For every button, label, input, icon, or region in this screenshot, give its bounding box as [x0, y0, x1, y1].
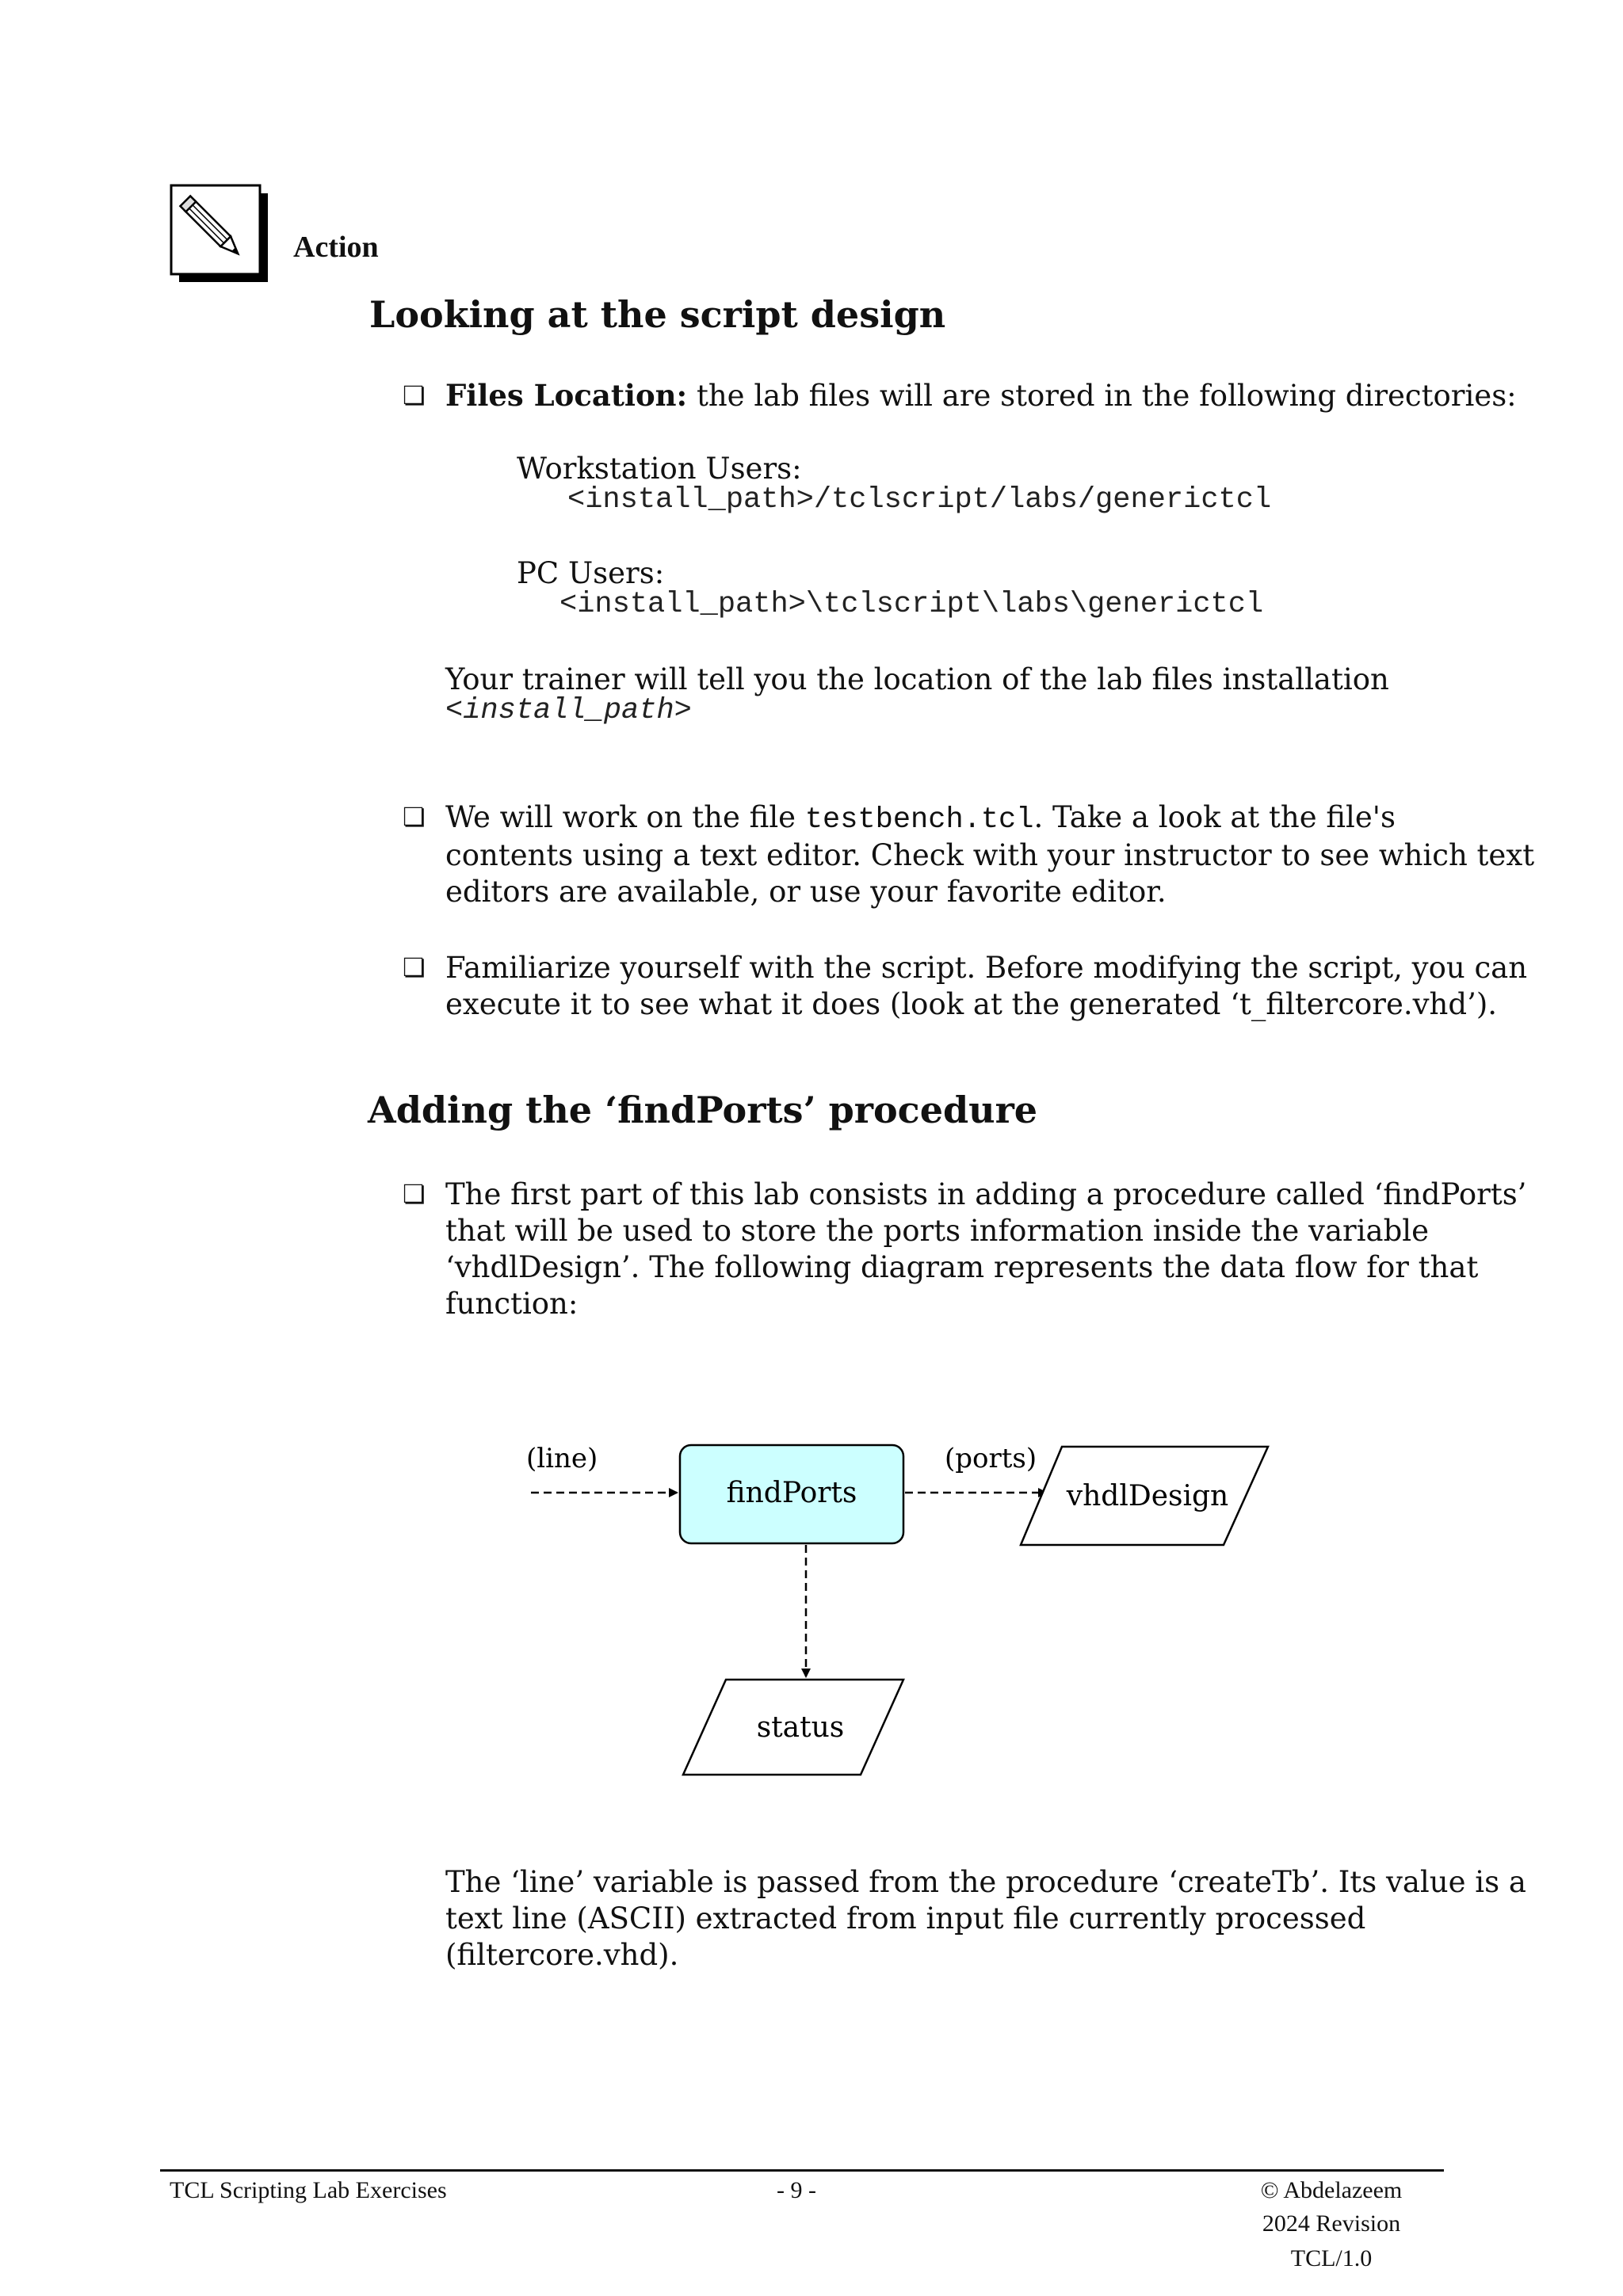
trainer-text: Your trainer will tell you the location of the lab files installation: [445, 662, 1389, 696]
bullet-checkbox: ❏: [403, 1179, 426, 1209]
pencil-icon: [170, 184, 271, 285]
input-line-label: (line): [526, 1443, 598, 1474]
status-label: status: [756, 1711, 845, 1744]
vhdldesign-label: vhdlDesign: [1066, 1480, 1229, 1512]
bullet2-line2: contents using a text editor. Check with your instructor to see which text: [445, 838, 1535, 872]
files-location-text: [445, 377, 1517, 414]
action-label: Action: [293, 231, 379, 264]
workstation-path: <install_path>/tclscript/labs/generictcl: [567, 483, 1272, 517]
bullet2-line1: [445, 799, 1396, 839]
bullet3-line2: execute it to see what it does (look at the generated ‘t_filtercore.vhd’).: [445, 987, 1498, 1021]
bullet-checkbox: ❏: [403, 802, 426, 832]
data-flow-diagram: [507, 1410, 1316, 1806]
install-path-code: <install_path>: [445, 694, 692, 727]
bullet2-line3: editors are available, or use your favorite editor.: [445, 875, 1167, 909]
s2-bullet-line3: ‘vhdlDesign’. The following diagram represents the data flow for that: [445, 1250, 1479, 1284]
after-text-line3: (filtercore.vhd).: [445, 1938, 679, 1972]
page-number: - 9 -: [777, 2177, 816, 2203]
bullet-checkbox: ❏: [403, 952, 426, 982]
testbench-filename: testbench.tcl: [804, 803, 1034, 837]
s2-bullet-line4: function:: [445, 1287, 579, 1321]
footer-copyright: © Abdelazeem: [1260, 2177, 1403, 2203]
workstation-users-label: Workstation Users:: [517, 452, 802, 486]
footer-version: TCL/1.0: [1290, 2245, 1373, 2271]
s2-bullet-line1: The first part of this lab consists in adding a procedure called ‘findPorts’: [445, 1177, 1527, 1211]
bullet3-line1: Familiarize yourself with the script. Before modifying the script, you can: [445, 951, 1528, 985]
ports-label: (ports): [945, 1443, 1037, 1474]
footer-revision: 2024 Revision: [1262, 2210, 1401, 2237]
footer-left: TCL Scripting Lab Exercises: [170, 2177, 447, 2203]
pc-users-label: PC Users:: [517, 556, 665, 590]
pc-path: <install_path>\tclscript\labs\generictcl: [559, 588, 1264, 621]
s2-bullet-line2: that will be used to store the ports information inside the variable: [445, 1214, 1429, 1248]
bullet2-line1-pre: We will work on the file: [445, 800, 805, 834]
after-text-line1: The ‘line’ variable is passed from the procedure ‘createTb’. Its value is a: [445, 1865, 1526, 1899]
section-title-findports: Adding the ‘findPorts’ procedure: [368, 1089, 1038, 1131]
after-text-line2: text line (ASCII) extracted from input file currently processed: [445, 1901, 1366, 1936]
findports-label: findPorts: [726, 1477, 857, 1509]
bullet2-line1-post: . Take a look at the file's: [1033, 800, 1396, 834]
bullet-checkbox: ❏: [403, 380, 426, 410]
files-location-desc: the lab files will are stored in the following directories:: [687, 379, 1517, 413]
files-location-label: Files Location:: [445, 378, 688, 413]
footer-divider: [160, 2169, 1444, 2172]
section-title-script-design: Looking at the script design: [369, 293, 946, 336]
